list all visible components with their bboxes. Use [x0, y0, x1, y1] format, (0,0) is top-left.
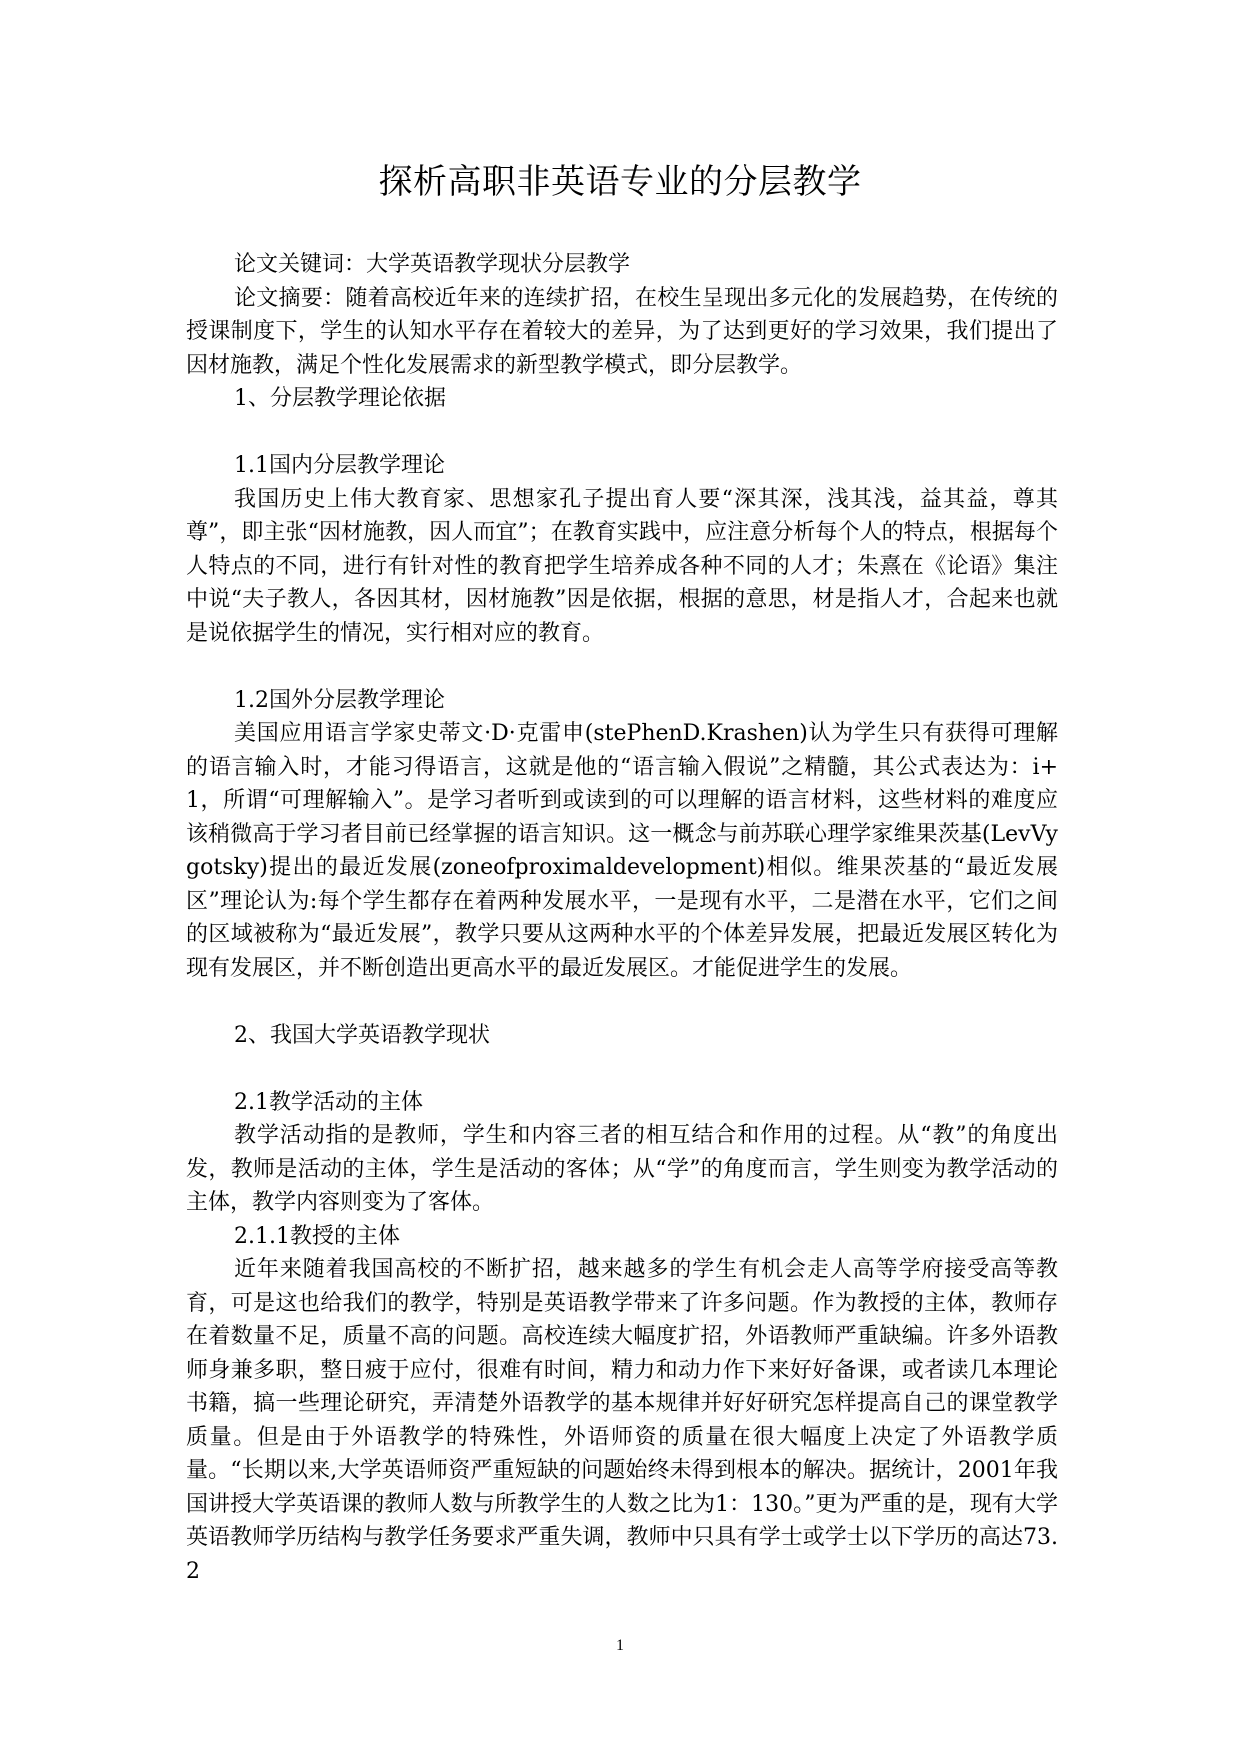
subsection-paragraph-2-1-1: 近年来随着我国高校的不断扩招，越来越多的学生有机会走人高等学府接受高等教育，可是这也给我们的教学，特别是英语教学带来了许多问题。作为教授的主体，教师存在着数量不足，质量不高的问题。高校连续大幅度扩招，外语教师严重缺编。许多外语教师身兼多职，整日疲于应付，很难有时间，精力和动力作下来好好备课，或者读几本理论书籍，搞一些理论研究，弄清楚外语教学的基本规律并好好研究怎样提高自己的课堂教学质量。但是由于外语教学的特殊性，外语师资的质量在很大幅度上决定了外语教学质量。“长期以来,大学英语师资严重短缺的问题始终未得到根本的解决。据统计，2001年我国讲授大学英语课的教师人数与所教学生的人数之比为1：130。”更为严重的是，现有大学英语教师学历结构与教学任务要求严重失调，教师中只具有学士或学士以下学历的高达73.2 [186, 1257, 1058, 1584]
subsection-paragraph-2-1: 教学活动指的是教师，学生和内容三者的相互结合和作用的过程。从“教”的角度出发，教师是活动的主体，学生是活动的客体；从“学”的角度而言，学生则变为教学活动的主体，教学内容则变为了客体。 [186, 1123, 1058, 1215]
paragraph-gap [186, 416, 1058, 450]
subsection-heading-2-1-1: 2.1.1教授的主体 [234, 1223, 400, 1249]
document-title: 探析高职非英语专业的分层教学 [378, 162, 862, 202]
subsection-heading-1-1: 1.1国内分层教学理论 [234, 453, 445, 478]
subsection-heading-2-1: 2.1教学活动的主体 [234, 1089, 423, 1115]
subsection-paragraph-1-1: 我国历史上伟大教育家、思想家孔子提出育人要“深其深，浅其浅，益其益，尊其尊”，即主张“因材施教，因人而宜”；在教育实践中，应注意分析每个人的特点，根据每个人特点的不同，进行有针对性的教育把学生培养成各种不同的人才；朱熹在《论语》集注中说“夫子教人，各因其材，因材施教”因是依据，根据的意思，材是指人才，合起来也就是说依据学生的情况，实行相对应的教育。 [186, 486, 1058, 646]
paragraph-gap [186, 985, 1058, 1019]
section-heading-2: 2、我国大学英语教学现状 [234, 1022, 490, 1048]
document-body [186, 248, 1058, 1588]
abstract-paragraph: 论文摘要：随着高校近年来的连续扩招，在校生呈现出多元化的发展趋势，在传统的授课制度下，学生的认知水平存在着较大的差异，为了达到更好的学习效果，我们提出了因材施教，满足个性化发展需求的新型教学模式，即分层教学。 [186, 285, 1058, 378]
paragraph-gap [186, 1052, 1058, 1086]
keywords-line: 论文关键词：大学英语教学现状分层教学 [234, 252, 631, 277]
page-number: 1 [616, 1637, 624, 1654]
subsection-heading-1-2: 1.2国外分层教学理论 [234, 687, 445, 713]
subsection-paragraph-1-2: 美国应用语言学家史蒂文·D·克雷申(stePhenD.Krashen)认为学生只有获得可理解的语言输入时，才能习得语言，这就是他的“语言输入假说”之精髓，其公式表达为：i+1，所谓“可理解输入”。是学习者听到或读到的可以理解的语言材料，这些材料的难度应该稍微高于学习者目前已经掌握的语言知识。这一概念与前苏联心理学家维果茨基(LevVygotsky)提出的最近发展(zoneofproximaldevelopment)相似。维果茨基的“最近发展区”理论认为:每个学生都存在着两种发展水平，一是现有水平，二是潜在水平，它们之间的区域被称为“最近发展”，教学只要从这两种水平的个体差异发展，把最近发展区转化为现有发展区，并不断创造出更高水平的最近发展区。才能促进学生的发展。 [186, 721, 1058, 981]
paragraph-gap [186, 650, 1058, 684]
section-heading-1: 1、分层教学理论依据 [234, 386, 446, 411]
